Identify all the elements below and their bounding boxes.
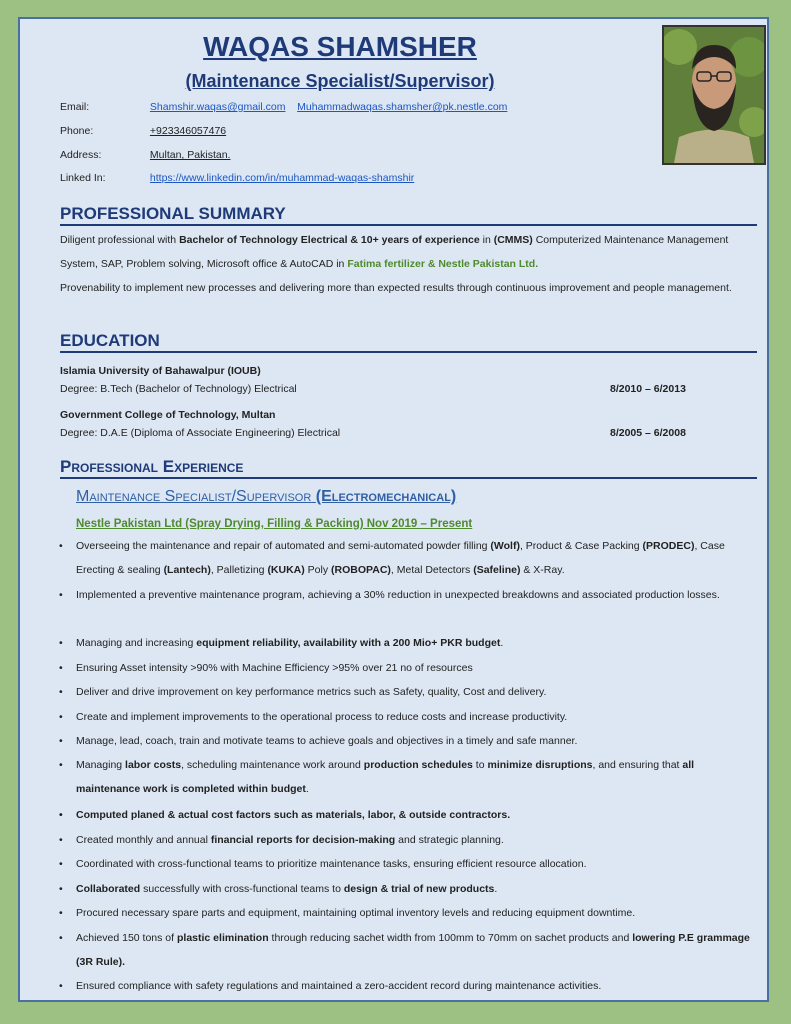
email-label: Email: — [60, 101, 90, 113]
education-dates: 8/2005 – 6/2008 — [610, 427, 686, 439]
education-item — [60, 365, 757, 395]
resume-name: WAQAS SHAMSHER — [203, 31, 477, 62]
list-item: • Managing and increasing equipment reliability, availability with a 200 Mio+ PKR budget. — [76, 631, 756, 655]
list-item: • Create and implement improvements to the operational process to reduce costs and increase productivity. — [76, 705, 756, 729]
summary-text — [60, 228, 757, 300]
experience-heading: Professional Experience — [60, 457, 757, 479]
summary-paragraph-2: Provenability to implement new processes and delivering more than expected results through continuous improvement and people management. — [60, 282, 732, 294]
education-heading: EDUCATION — [60, 331, 757, 353]
contact-email-row — [60, 101, 507, 113]
list-item: • Coordinated with cross-functional teams to prioritize maintenance tasks, ensuring efficient resource allocation. — [76, 852, 756, 876]
education-degree: Degree: D.A.E (Diploma of Associate Engineering) Electrical 8/2005 – 6/2008 — [60, 427, 686, 439]
contact-address-row — [60, 149, 230, 161]
linkedin-link[interactable]: https://www.linkedin.com/in/muhammad-waqas-shamshir — [149, 172, 415, 184]
contact-linkedin-row — [60, 172, 414, 184]
list-item: • Overseeing the maintenance and repair of automated and semi-automated powder filling (Wolf), Product & Case Packing (PRODEC), Case Erecting & sealing (Lantech), Palletizing (KUKA) Poly (ROBOPAC), Metal Detectors (Safeline) & X-Ray. — [76, 534, 756, 582]
education-degree: Degree: B.Tech (Bachelor of Technology) Electrical 8/2010 – 6/2013 — [60, 383, 686, 395]
email-link-1[interactable]: Shamshir.waqas@gmail.com — [149, 101, 286, 113]
job-role: Maintenance Specialist/Supervisor (Electromechanical) — [76, 488, 457, 505]
summary-paragraph-1: Diligent professional with Bachelor of Technology Electrical & 10+ years of experience in (CMMS) Computerized Maintenance Management System, SAP, Problem solving, Microsoft office & AutoCAD in Fatima fertilizer & Nestle Pakistan Ltd. — [60, 234, 729, 270]
education-school: Islamia University of Bahawalpur (IOUB) — [60, 365, 261, 377]
list-item: • Created monthly and annual financial reports for decision-making and strategic planning. — [76, 828, 756, 852]
list-item: • Ensuring Asset intensity >90% with Machine Efficiency >95% over 21 no of resources — [76, 656, 756, 680]
list-item: • Implemented a preventive maintenance program, achieving a 30% reduction in unexpected breakdowns and associated production losses. — [76, 583, 756, 607]
job-company: Nestle Pakistan Ltd (Spray Drying, Filling & Packing) Nov 2019 – Present — [76, 518, 473, 530]
education-school: Government College of Technology, Multan — [60, 409, 276, 421]
list-item: • Manage, lead, coach, train and motivate teams to achieve goals and objectives in a timely and safe manner. — [76, 729, 756, 753]
address-value: Multan, Pakistan. — [149, 149, 231, 161]
list-item: • Computed planed & actual cost factors such as materials, labor, & outside contractors. — [76, 803, 756, 827]
profile-photo — [662, 25, 766, 165]
contact-phone-row — [60, 125, 226, 137]
phone-label: Phone: — [60, 125, 94, 137]
summary-heading: PROFESSIONAL SUMMARY — [60, 204, 757, 226]
resume-page — [18, 17, 769, 1002]
linkedin-label: Linked In: — [60, 172, 106, 184]
list-item: • Managing labor costs, scheduling maintenance work around production schedules to minimize disruptions, and ensuring that all maintenance work is completed within budget. — [76, 753, 756, 801]
profile-photo-image — [664, 27, 764, 163]
education-item — [60, 409, 757, 439]
resume-title: (Maintenance Specialist/Supervisor) — [185, 71, 495, 91]
list-item: • Ensured compliance with safety regulations and maintained a zero-accident record during maintenance activities. — [76, 974, 756, 998]
education-dates: 8/2010 – 6/2013 — [610, 383, 686, 395]
list-item: • Achieved 150 tons of plastic elimination through reducing sachet width from 100mm to 70mm on sachet products and lowering P.E grammage (3R Rule). — [76, 926, 756, 974]
list-item: • Deliver and drive improvement on key performance metrics such as Safety, quality, Cost and delivery. — [76, 680, 756, 704]
email-link-2[interactable]: Muhammadwaqas.shamsher@pk.nestle.com — [297, 101, 508, 113]
list-item: • Collaborated successfully with cross-functional teams to design & trial of new products. — [76, 877, 756, 901]
list-item: • Procured necessary spare parts and equipment, maintaining optimal inventory levels and reducing equipment downtime. — [76, 901, 756, 925]
address-label: Address: — [60, 149, 102, 161]
phone-value: +923346057476 — [149, 125, 227, 137]
